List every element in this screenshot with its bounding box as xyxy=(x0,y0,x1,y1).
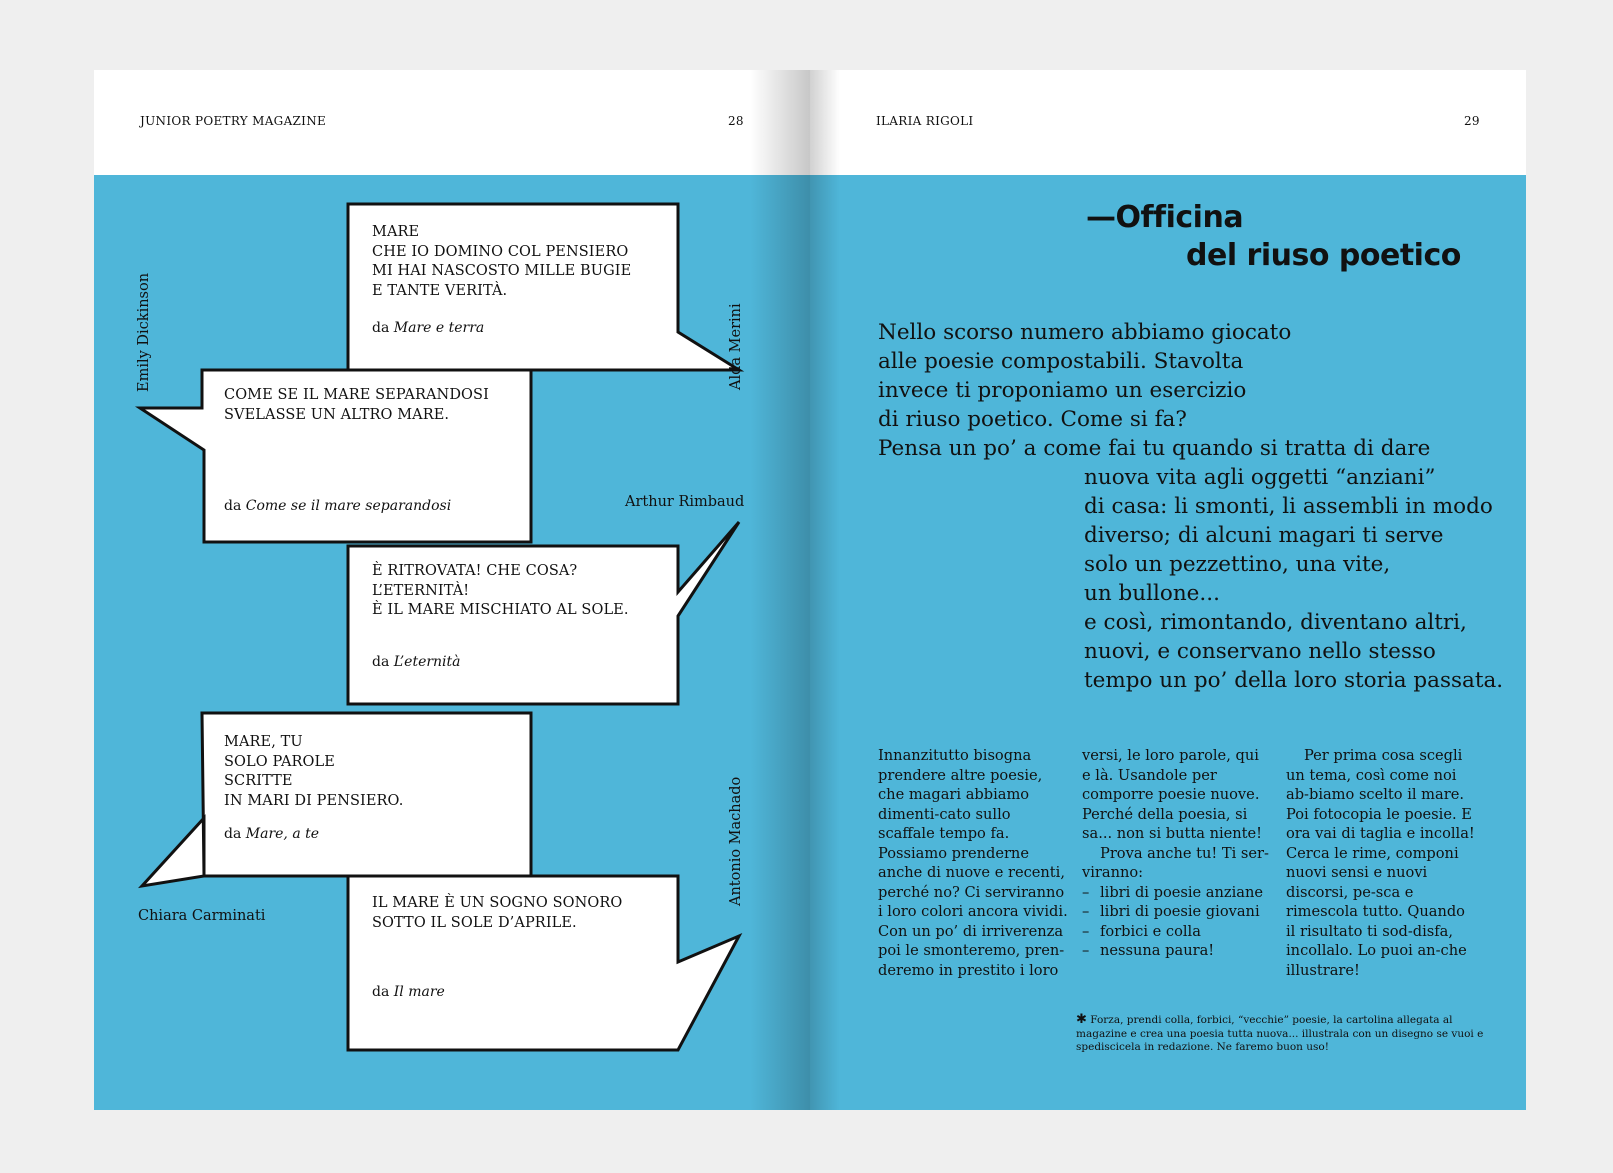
right-page xyxy=(810,70,1526,1110)
list-item: – libri di poesie giovani xyxy=(1082,902,1272,922)
intro-line-8: diverso; di alcuni magari ti serve xyxy=(1084,523,1444,548)
page-number: 29 xyxy=(1464,114,1480,128)
intro-line-2: alle poesie compostabili. Stavolta xyxy=(878,349,1244,374)
page-number: 28 xyxy=(728,114,744,128)
asterisk-icon: ✱ xyxy=(1076,1012,1087,1027)
left-page xyxy=(94,70,810,1110)
footnote: ✱ Forza, prendi colla, forbici, “vecchie” poesie, la cartolina allegata al magazine e crea una poesia tutta nuova... illustrala con un disegno se vuoi e spediscicela in redazione. Ne faremo buon uso! xyxy=(1076,1012,1484,1053)
list-item: – forbici e colla xyxy=(1082,922,1272,942)
bubble-5-source: da Il mare xyxy=(372,984,445,1000)
intro-line-5: Pensa un po’ a come fai tu quando si tratta di dare xyxy=(878,436,1431,461)
running-head: ILARIA RIGOLI xyxy=(876,114,974,128)
gutter-shadow xyxy=(810,70,840,1110)
bubble-3-source: da L’eternità xyxy=(372,654,461,670)
right-page-header xyxy=(810,70,1526,175)
body-column-2: versi, le loro parole, qui e là. Usandole per comporre poesie nuove. Perché della poesia, si sa... non si butta niente! Prova anche tu! Ti ser-viranno: – libri di poesie anziane – libri di poesie giovani – forbici e colla – nessuna paura! xyxy=(1082,746,1272,961)
bubble-4-source: da Mare, a te xyxy=(224,826,320,842)
author-arthur-rimbaud: Arthur Rimbaud xyxy=(625,494,745,510)
author-emily-dickinson: Emily Dickinson xyxy=(136,272,152,392)
intro-line-11: e così, rimontando, diventano altri, xyxy=(1084,610,1467,635)
body-column-1: Innanzitutto bisogna prendere altre poesie, che magari abbiamo dimenti-cato sullo scaffale tempo fa. Possiamo prenderne anche di nuove e recenti, perché no? Ci serviranno i loro colori ancora vividi. Con un po’ di irriverenza poi le smonteremo, pren-deremo in prestito i loro xyxy=(878,747,1068,979)
list-item: – nessuna paura! xyxy=(1082,941,1272,961)
bubble-2-text: COME SE IL MARE SEPARANDOSI SVELASSE UN ALTRO MARE. xyxy=(224,387,489,423)
bubble-5-text: IL MARE È UN SOGNO SONORO SOTTO IL SOLE D’APRILE. xyxy=(372,895,623,931)
intro-line-7: di casa: li smonti, li assembli in modo xyxy=(1084,494,1493,519)
intro-line-6: nuova vita agli oggetti “anziani” xyxy=(1084,465,1436,490)
author-alda-merini: Alda Merini xyxy=(728,303,744,390)
intro-line-1: Nello scorso numero abbiamo giocato xyxy=(878,320,1292,345)
author-antonio-machado: Antonio Machado xyxy=(728,776,744,906)
bubble-2-source: da Come se il mare separandosi xyxy=(224,498,452,514)
body-column-3: Per prima cosa scegli un tema, così come noi ab-biamo scelto il mare. Poi fotocopia le poesie. E ora vai di taglia e incolla! Cerca le rime, componi nuovi sensi e nuovi discorsi, pe-sca e rimescola tutto. Quando il risultato ti sod-disfa, incollalo. Lo puoi an-che illustrare! xyxy=(1286,747,1475,979)
bubble-4-text: MARE, TU SOLO PAROLE SCRITTE IN MARI DI PENSIERO. xyxy=(224,734,404,809)
bubble-1-source: da Mare e terra xyxy=(372,320,485,336)
gutter-shadow xyxy=(750,70,810,1110)
intro-line-3: invece ti proponiamo un esercizio xyxy=(878,378,1247,403)
running-head: JUNIOR POETRY MAGAZINE xyxy=(140,114,327,128)
article-title-line-2: del riuso poetico xyxy=(1186,238,1461,273)
intro-line-4: di riuso poetico. Come si fa? xyxy=(878,407,1187,432)
intro-line-9: solo un pezzettino, una vite, xyxy=(1084,552,1391,577)
author-chiara-carminati: Chiara Carminati xyxy=(138,908,266,924)
article-title-line-1: —Officina xyxy=(1086,200,1244,235)
list-item: – libri di poesie anziane xyxy=(1082,883,1272,903)
intro-line-10: un bullone... xyxy=(1084,581,1220,606)
bubble-1-text: MARE CHE IO DOMINO COL PENSIERO MI HAI NASCOSTO MILLE BUGIE E TANTE VERITÀ. xyxy=(372,224,632,299)
bubble-3-text: È RITROVATA! CHE COSA? L’ETERNITÀ! È IL MARE MISCHIATO AL SOLE. xyxy=(372,563,629,618)
intro-line-13: tempo un po’ della loro storia passata. xyxy=(1084,668,1504,693)
materials-list xyxy=(1082,883,1272,961)
intro-line-12: nuovi, e conservano nello stesso xyxy=(1084,639,1436,664)
